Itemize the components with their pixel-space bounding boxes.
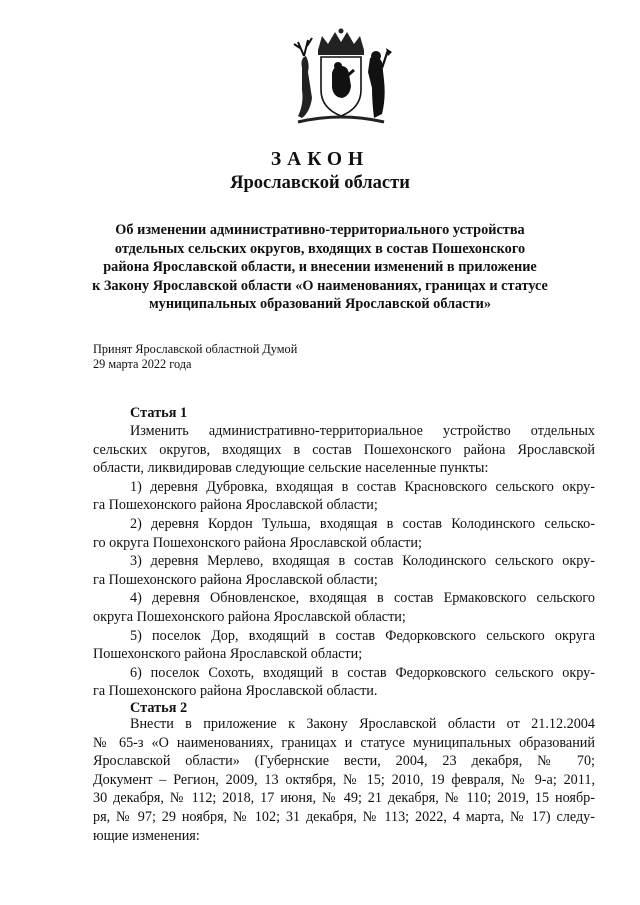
region-name: Ярославской области bbox=[230, 173, 410, 193]
article-2-heading: Статья 2 bbox=[130, 700, 188, 716]
text-line: области, ликвидировав следующие сельские населенные пункты: bbox=[93, 460, 489, 477]
text-line: га Пошехонского района Ярославской области; bbox=[93, 571, 378, 588]
adoption-info bbox=[93, 342, 297, 372]
text-line: Пошехонского района Ярославской области; bbox=[93, 646, 363, 663]
law-title: ЗАКОН bbox=[270, 149, 370, 170]
subject-line: Об изменении административно-территориального устройства bbox=[115, 222, 525, 238]
subject-line: к Закону Ярославской области «О наименованиях, границах и статусе bbox=[92, 277, 548, 294]
yaroslavl-coat-of-arms-icon bbox=[288, 28, 394, 128]
text-line: га Пошехонского района Ярославской области. bbox=[93, 683, 378, 700]
text-line: Ярославской области» (Губернские вести, 2004, 23 декабря, № 70; bbox=[93, 753, 595, 770]
text-line: 2) деревня Кордон Тульша, входящая в состав Колодинского сельско- bbox=[130, 515, 595, 532]
adopted-date: 29 марта 2022 года bbox=[93, 357, 192, 371]
text-line: 1) деревня Дубровка, входящая в состав Красновского сельского окру- bbox=[130, 478, 595, 495]
adopted-by: Принят Ярославской областной Думой bbox=[93, 342, 298, 356]
text-line: № 65-з «О наименованиях, границах и статусе муниципальных образований bbox=[93, 734, 595, 751]
article-1-heading: Статья 1 bbox=[130, 405, 188, 421]
text-line: ря, № 97; 29 ноября, № 102; 31 декабря, № 113; 2022, 4 марта, № 17) следу- bbox=[93, 808, 595, 825]
text-line: 6) поселок Сохоть, входящий в состав Федорковского сельского окру- bbox=[130, 664, 595, 681]
text-line: 3) деревня Мерлево, входящая в состав Колодинского сельского окру- bbox=[130, 553, 595, 570]
law-subject bbox=[70, 221, 570, 314]
text-line: ющие изменения: bbox=[93, 827, 200, 844]
text-line: сельских округов, входящих в состав Пошехонского района Ярославской bbox=[93, 441, 595, 458]
text-line: 30 декабря, № 112; 2018, 17 июня, № 49; 21 декабря, № 110; 2019, 15 ноябр- bbox=[93, 790, 595, 807]
subject-line: района Ярославской области, и внесении изменений в приложение bbox=[103, 259, 537, 275]
text-line: Внести в приложение к Закону Ярославской области от 21.12.2004 bbox=[130, 716, 595, 732]
article-2-body bbox=[93, 715, 595, 845]
article-1-body bbox=[93, 422, 595, 701]
subject-line: муниципальных образований Ярославской области» bbox=[148, 296, 492, 312]
text-line: округа Пошехонского района Ярославской области; bbox=[93, 608, 406, 625]
text-line: Документ – Регион, 2009, 13 октября, № 15; 2010, 19 февраля, № 9-а; 2011, bbox=[93, 771, 595, 788]
subject-line: отдельных сельских округов, входящих в состав Пошехонского bbox=[114, 240, 526, 257]
text-line: 5) поселок Дор, входящий в состав Федорковского сельского округа bbox=[130, 627, 595, 644]
text-line: Изменить административно-территориальное устройство отдельных bbox=[130, 423, 595, 439]
text-line: 4) деревня Обновленское, входящая в состав Ермаковского сельского bbox=[130, 590, 595, 607]
text-line: го округа Пошехонского района Ярославской области; bbox=[93, 534, 422, 551]
text-line: га Пошехонского района Ярославской области; bbox=[93, 497, 378, 514]
